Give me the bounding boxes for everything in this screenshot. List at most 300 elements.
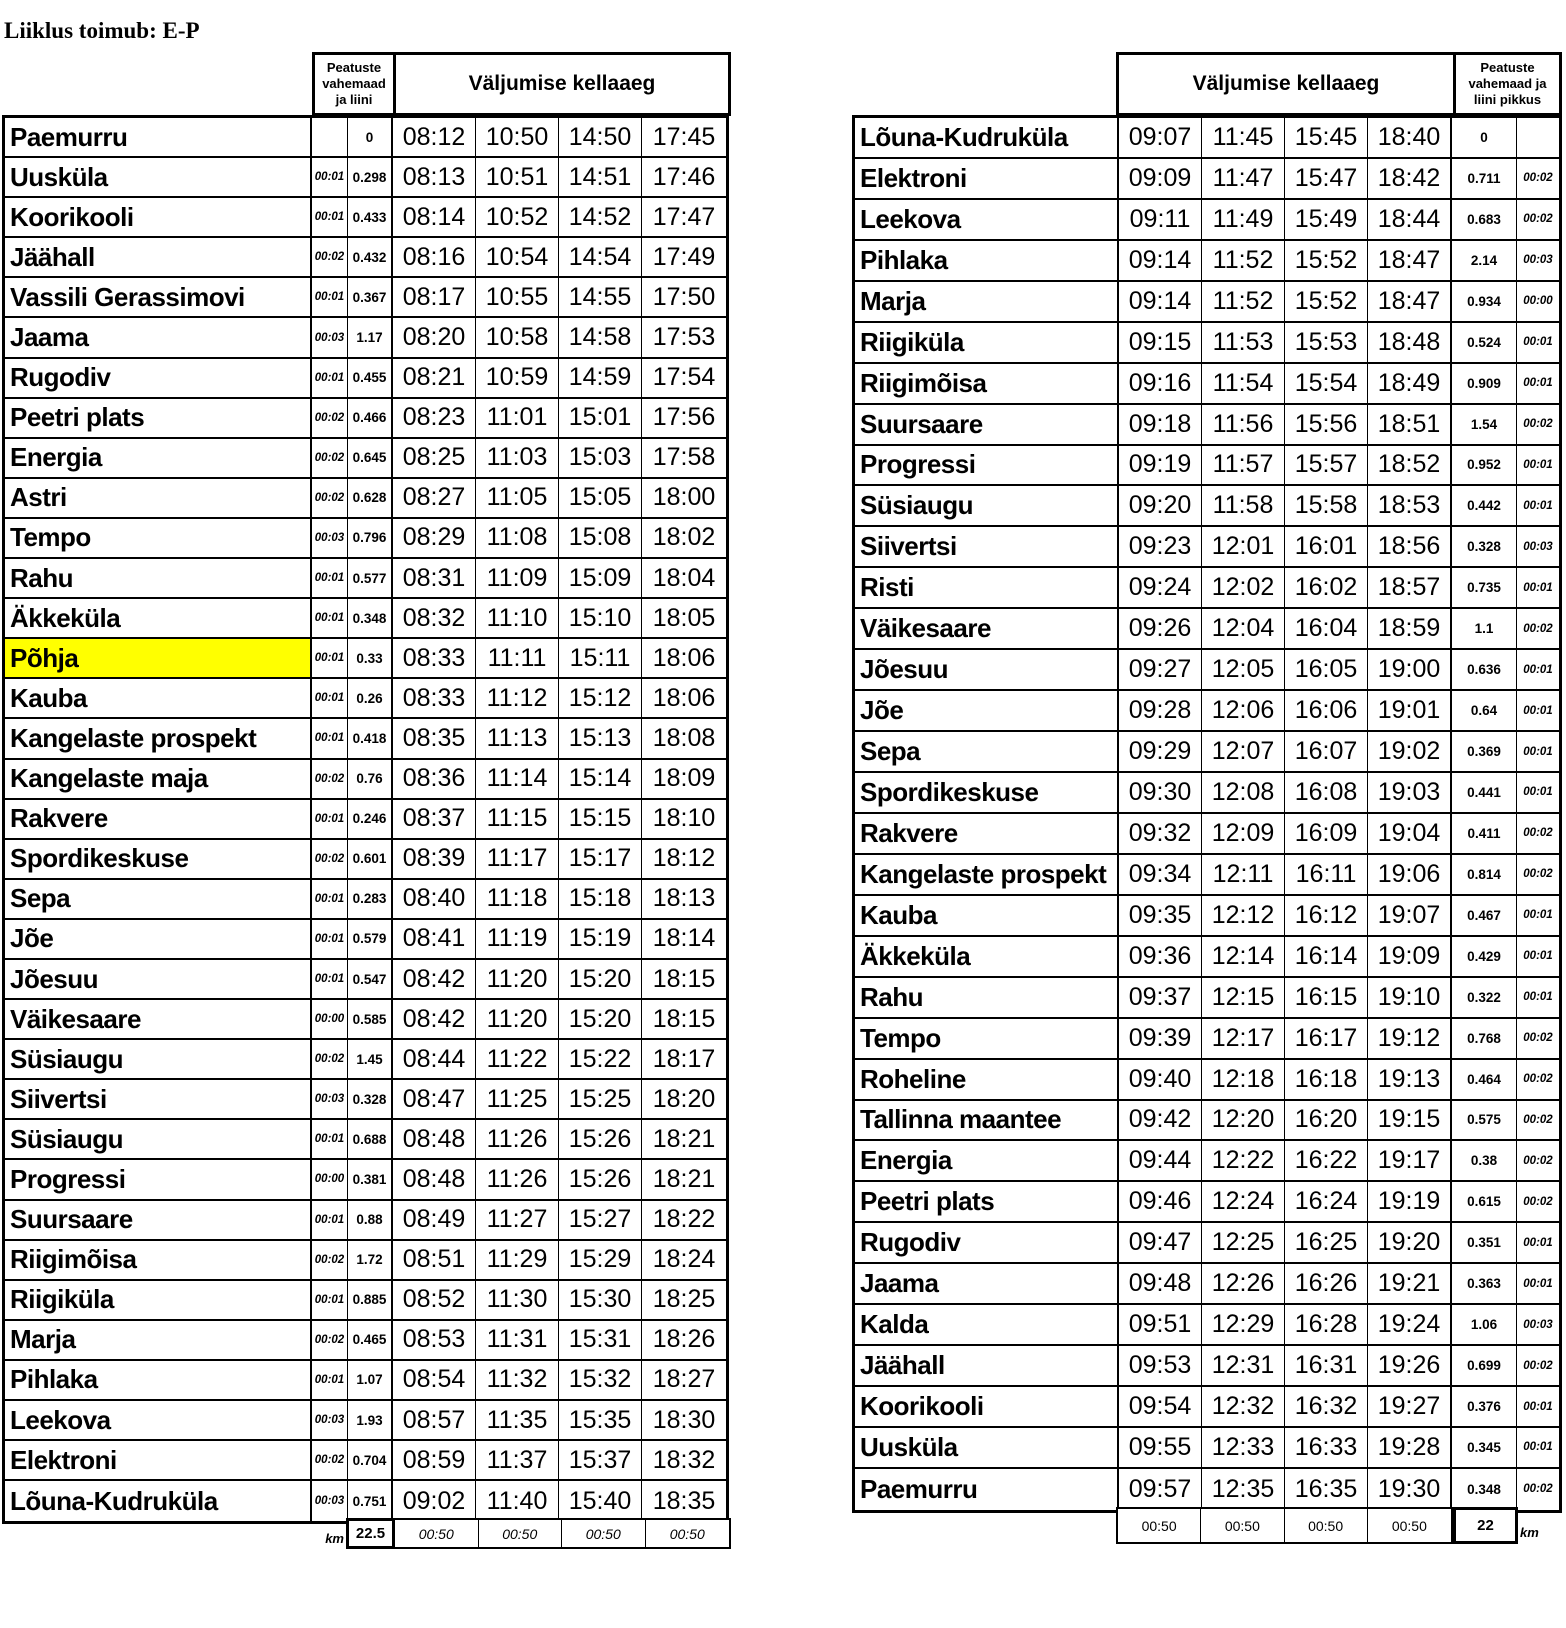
time-cell: 18:12 bbox=[642, 840, 726, 880]
stop-name-cell: Siivertsi bbox=[5, 1080, 312, 1120]
interval-cell: 00:01 bbox=[312, 359, 348, 399]
interval-cell: 00:02 bbox=[312, 1441, 348, 1481]
duration-cell: 00:50 bbox=[1201, 1509, 1284, 1542]
time-cell: 08:48 bbox=[393, 1160, 476, 1200]
time-cell: 12:20 bbox=[1202, 1101, 1285, 1142]
time-cell: 19:27 bbox=[1368, 1387, 1452, 1428]
stop-name-cell: Pihlaka bbox=[5, 1361, 312, 1401]
stop-name-cell: Äkkeküla bbox=[855, 937, 1119, 978]
time-cell: 16:14 bbox=[1285, 937, 1368, 978]
distance-cell: 0.466 bbox=[348, 399, 393, 439]
stop-name-cell: Spordikeskuse bbox=[855, 773, 1119, 814]
time-cell: 18:47 bbox=[1368, 282, 1452, 323]
interval-cell: 00:02 bbox=[312, 399, 348, 439]
time-cell: 09:28 bbox=[1119, 691, 1202, 732]
stop-name-cell: Jaama bbox=[5, 318, 312, 358]
interval-cell: 00:02 bbox=[1517, 609, 1559, 650]
time-cell: 19:04 bbox=[1368, 814, 1452, 855]
interval-cell: 00:01 bbox=[312, 1281, 348, 1321]
distance-cell: 0.601 bbox=[348, 840, 393, 880]
stop-name-cell: Rahu bbox=[855, 978, 1119, 1019]
right-header-distance: Peatuste vahemaad ja liini pikkus bbox=[1453, 52, 1562, 116]
distance-cell: 0.381 bbox=[348, 1160, 393, 1200]
time-cell: 11:19 bbox=[476, 920, 559, 960]
time-cell: 15:20 bbox=[559, 1000, 642, 1040]
time-cell: 09:02 bbox=[393, 1481, 476, 1521]
time-cell: 12:11 bbox=[1202, 855, 1285, 896]
stop-name-cell: Elektroni bbox=[5, 1441, 312, 1481]
time-cell: 16:35 bbox=[1285, 1469, 1368, 1510]
time-cell: 09:44 bbox=[1119, 1141, 1202, 1182]
time-cell: 19:02 bbox=[1368, 732, 1452, 773]
time-cell: 09:07 bbox=[1119, 118, 1202, 159]
interval-cell: 00:00 bbox=[312, 1160, 348, 1200]
time-cell: 14:51 bbox=[559, 158, 642, 198]
stop-name-cell: Süsiaugu bbox=[5, 1040, 312, 1080]
distance-cell: 0.441 bbox=[1452, 773, 1517, 814]
stop-name-cell: Koorikooli bbox=[855, 1387, 1119, 1428]
time-cell: 11:12 bbox=[476, 679, 559, 719]
time-cell: 15:11 bbox=[559, 639, 642, 679]
interval-cell: 00:00 bbox=[1517, 282, 1559, 323]
time-cell: 15:15 bbox=[559, 800, 642, 840]
time-cell: 19:28 bbox=[1368, 1428, 1452, 1469]
time-cell: 08:29 bbox=[393, 519, 476, 559]
time-cell: 08:42 bbox=[393, 1000, 476, 1040]
time-cell: 15:10 bbox=[559, 599, 642, 639]
time-cell: 19:24 bbox=[1368, 1305, 1452, 1346]
interval-cell: 00:01 bbox=[312, 559, 348, 599]
distance-cell: 0.636 bbox=[1452, 650, 1517, 691]
interval-cell: 00:02 bbox=[312, 1321, 348, 1361]
distance-cell: 0.524 bbox=[1452, 323, 1517, 364]
time-cell: 08:40 bbox=[393, 880, 476, 920]
interval-cell: 00:02 bbox=[312, 238, 348, 278]
time-cell: 17:53 bbox=[642, 318, 726, 358]
interval-cell: 00:02 bbox=[312, 1241, 348, 1281]
time-cell: 11:58 bbox=[1202, 486, 1285, 527]
time-cell: 16:33 bbox=[1285, 1428, 1368, 1469]
stop-name-cell: Sepa bbox=[5, 880, 312, 920]
time-cell: 08:12 bbox=[393, 118, 476, 158]
time-cell: 15:29 bbox=[559, 1241, 642, 1281]
stop-name-cell: Energia bbox=[5, 439, 312, 479]
interval-cell: 00:01 bbox=[1517, 732, 1559, 773]
stop-name-cell: Kangelaste prospekt bbox=[855, 855, 1119, 896]
stop-name-cell: Jäähall bbox=[5, 238, 312, 278]
interval-cell: 00:02 bbox=[1517, 855, 1559, 896]
time-cell: 08:41 bbox=[393, 920, 476, 960]
time-cell: 09:16 bbox=[1119, 364, 1202, 405]
interval-cell: 00:02 bbox=[312, 760, 348, 800]
time-cell: 10:52 bbox=[476, 198, 559, 238]
distance-cell: 1.54 bbox=[1452, 405, 1517, 446]
time-cell: 18:53 bbox=[1368, 486, 1452, 527]
time-cell: 09:34 bbox=[1119, 855, 1202, 896]
time-cell: 18:22 bbox=[642, 1201, 726, 1241]
time-cell: 15:37 bbox=[559, 1441, 642, 1481]
time-cell: 14:55 bbox=[559, 278, 642, 318]
time-cell: 08:42 bbox=[393, 960, 476, 1000]
time-cell: 18:06 bbox=[642, 639, 726, 679]
stop-name-cell: Lõuna-Kudruküla bbox=[5, 1481, 312, 1521]
time-cell: 09:23 bbox=[1119, 527, 1202, 568]
time-cell: 15:20 bbox=[559, 960, 642, 1000]
interval-cell: 00:02 bbox=[1517, 1346, 1559, 1387]
time-cell: 08:35 bbox=[393, 719, 476, 759]
distance-cell: 0.735 bbox=[1452, 568, 1517, 609]
distance-cell: 0.246 bbox=[348, 800, 393, 840]
interval-cell: 00:01 bbox=[1517, 364, 1559, 405]
time-cell: 12:32 bbox=[1202, 1387, 1285, 1428]
distance-cell: 0.429 bbox=[1452, 937, 1517, 978]
time-cell: 12:05 bbox=[1202, 650, 1285, 691]
distance-cell: 0.88 bbox=[348, 1201, 393, 1241]
stop-name-cell: Kauba bbox=[855, 896, 1119, 937]
interval-cell: 00:02 bbox=[312, 1040, 348, 1080]
time-cell: 19:01 bbox=[1368, 691, 1452, 732]
distance-cell: 0.575 bbox=[1452, 1101, 1517, 1142]
time-cell: 18:44 bbox=[1368, 200, 1452, 241]
time-cell: 18:09 bbox=[642, 760, 726, 800]
time-cell: 12:12 bbox=[1202, 896, 1285, 937]
interval-cell: 00:01 bbox=[312, 880, 348, 920]
time-cell: 11:14 bbox=[476, 760, 559, 800]
interval-cell: 00:03 bbox=[1517, 527, 1559, 568]
distance-cell: 0.328 bbox=[348, 1080, 393, 1120]
time-cell: 12:31 bbox=[1202, 1346, 1285, 1387]
left-trip-durations bbox=[393, 1518, 731, 1549]
interval-cell: 00:01 bbox=[1517, 486, 1559, 527]
time-cell: 12:26 bbox=[1202, 1264, 1285, 1305]
time-cell: 12:24 bbox=[1202, 1182, 1285, 1223]
time-cell: 11:18 bbox=[476, 880, 559, 920]
time-cell: 10:51 bbox=[476, 158, 559, 198]
time-cell: 11:35 bbox=[476, 1401, 559, 1441]
time-cell: 08:33 bbox=[393, 679, 476, 719]
time-cell: 15:19 bbox=[559, 920, 642, 960]
left-header-distance: Peatuste vahemaad ja liini bbox=[312, 52, 396, 116]
interval-cell: 00:01 bbox=[1517, 896, 1559, 937]
time-cell: 19:07 bbox=[1368, 896, 1452, 937]
distance-cell: 1.06 bbox=[1452, 1305, 1517, 1346]
interval-cell: 00:01 bbox=[1517, 773, 1559, 814]
stop-name-cell: Jõesuu bbox=[5, 960, 312, 1000]
stop-name-cell: Äkkeküla bbox=[5, 599, 312, 639]
time-cell: 09:14 bbox=[1119, 282, 1202, 323]
duration-cell: 00:50 bbox=[562, 1520, 646, 1547]
time-cell: 11:32 bbox=[476, 1361, 559, 1401]
time-cell: 11:10 bbox=[476, 599, 559, 639]
time-cell: 11:52 bbox=[1202, 282, 1285, 323]
time-cell: 11:20 bbox=[476, 960, 559, 1000]
stop-name-cell: Progressi bbox=[5, 1160, 312, 1200]
time-cell: 08:51 bbox=[393, 1241, 476, 1281]
time-cell: 15:22 bbox=[559, 1040, 642, 1080]
stop-name-cell: Progressi bbox=[855, 446, 1119, 487]
interval-cell: 00:03 bbox=[312, 1481, 348, 1521]
time-cell: 11:45 bbox=[1202, 118, 1285, 159]
time-cell: 08:53 bbox=[393, 1321, 476, 1361]
time-cell: 17:49 bbox=[642, 238, 726, 278]
interval-cell: 00:02 bbox=[1517, 1182, 1559, 1223]
duration-cell: 00:50 bbox=[1285, 1509, 1368, 1542]
time-cell: 15:03 bbox=[559, 439, 642, 479]
time-cell: 18:02 bbox=[642, 519, 726, 559]
distance-cell: 0.345 bbox=[1452, 1428, 1517, 1469]
time-cell: 15:49 bbox=[1285, 200, 1368, 241]
time-cell: 18:30 bbox=[642, 1401, 726, 1441]
distance-cell: 0.615 bbox=[1452, 1182, 1517, 1223]
stop-name-cell: Jõe bbox=[855, 691, 1119, 732]
time-cell: 09:46 bbox=[1119, 1182, 1202, 1223]
time-cell: 08:23 bbox=[393, 399, 476, 439]
stop-name-cell: Spordikeskuse bbox=[5, 840, 312, 880]
distance-cell: 0.26 bbox=[348, 679, 393, 719]
time-cell: 12:09 bbox=[1202, 814, 1285, 855]
time-cell: 09:11 bbox=[1119, 200, 1202, 241]
stop-name-cell: Tallinna maantee bbox=[855, 1101, 1119, 1142]
time-cell: 17:56 bbox=[642, 399, 726, 439]
interval-cell: 00:01 bbox=[1517, 650, 1559, 691]
time-cell: 19:30 bbox=[1368, 1469, 1452, 1510]
time-cell: 09:42 bbox=[1119, 1101, 1202, 1142]
time-cell: 18:35 bbox=[652, 1486, 716, 1515]
time-cell: 17:54 bbox=[642, 359, 726, 399]
stop-name-cell: Energia bbox=[855, 1141, 1119, 1182]
time-cell: 12:33 bbox=[1202, 1428, 1285, 1469]
distance-cell: 0.465 bbox=[348, 1321, 393, 1361]
stop-name-cell: Väikesaare bbox=[855, 609, 1119, 650]
stop-name-cell: Elektroni bbox=[855, 159, 1119, 200]
stop-name-cell: Väikesaare bbox=[5, 1000, 312, 1040]
distance-cell: 0.547 bbox=[348, 960, 393, 1000]
time-cell: 15:27 bbox=[559, 1201, 642, 1241]
distance-cell: 0.751 bbox=[348, 1481, 393, 1521]
stop-name-cell: Koorikooli bbox=[5, 198, 312, 238]
time-cell: 11:09 bbox=[476, 559, 559, 599]
time-cell: 15:09 bbox=[559, 559, 642, 599]
page-title: Liiklus toimub: E-P bbox=[4, 18, 200, 43]
time-cell: 16:26 bbox=[1285, 1264, 1368, 1305]
time-cell: 15:13 bbox=[559, 719, 642, 759]
time-cell: 17:58 bbox=[642, 439, 726, 479]
time-cell: 16:22 bbox=[1285, 1141, 1368, 1182]
stop-name-cell: Kangelaste maja bbox=[5, 760, 312, 800]
time-cell: 09:14 bbox=[1119, 241, 1202, 282]
interval-cell: 00:02 bbox=[1523, 1483, 1553, 1496]
stop-name-cell: Risti bbox=[855, 568, 1119, 609]
time-cell: 10:50 bbox=[476, 118, 559, 158]
time-cell: 11:47 bbox=[1202, 159, 1285, 200]
time-cell: 09:32 bbox=[1119, 814, 1202, 855]
distance-cell: 0.885 bbox=[348, 1281, 393, 1321]
time-cell: 10:59 bbox=[476, 359, 559, 399]
time-cell: 09:55 bbox=[1119, 1428, 1202, 1469]
distance-cell: 0.688 bbox=[348, 1120, 393, 1160]
time-cell: 08:33 bbox=[393, 639, 476, 679]
distance-cell: 0.33 bbox=[348, 639, 393, 679]
time-cell: 12:06 bbox=[1202, 691, 1285, 732]
time-cell: 16:17 bbox=[1285, 1019, 1368, 1060]
stop-name-cell: Tempo bbox=[855, 1019, 1119, 1060]
time-cell: 08:21 bbox=[393, 359, 476, 399]
time-cell: 19:13 bbox=[1368, 1060, 1452, 1101]
time-cell: 12:35 bbox=[1202, 1469, 1285, 1510]
time-cell: 16:12 bbox=[1285, 896, 1368, 937]
duration-cell: 00:50 bbox=[669, 1525, 705, 1542]
time-cell: 11:22 bbox=[476, 1040, 559, 1080]
time-cell: 15:01 bbox=[559, 399, 642, 439]
distance-cell: 0.348 bbox=[348, 599, 393, 639]
time-cell: 18:15 bbox=[642, 1000, 726, 1040]
time-cell: 19:15 bbox=[1368, 1101, 1452, 1142]
time-cell: 12:07 bbox=[1202, 732, 1285, 773]
distance-cell: 1.17 bbox=[348, 318, 393, 358]
interval-cell: 00:01 bbox=[312, 800, 348, 840]
time-cell: 16:04 bbox=[1285, 609, 1368, 650]
time-cell: 10:54 bbox=[476, 238, 559, 278]
time-cell: 18:32 bbox=[642, 1441, 726, 1481]
right-trip-durations bbox=[1116, 1507, 1453, 1544]
time-cell: 15:47 bbox=[1285, 159, 1368, 200]
time-cell: 18:27 bbox=[642, 1361, 726, 1401]
time-cell: 08:14 bbox=[393, 198, 476, 238]
time-cell: 09:09 bbox=[1119, 159, 1202, 200]
distance-cell: 0.64 bbox=[1452, 691, 1517, 732]
interval-cell: 00:02 bbox=[312, 439, 348, 479]
time-cell: 16:20 bbox=[1285, 1101, 1368, 1142]
time-cell: 11:52 bbox=[1202, 241, 1285, 282]
interval-cell: 00:01 bbox=[312, 1120, 348, 1160]
time-cell: 19:12 bbox=[1368, 1019, 1452, 1060]
time-cell: 08:32 bbox=[393, 599, 476, 639]
stop-name-cell: Leekova bbox=[5, 1401, 312, 1441]
time-cell: 16:25 bbox=[1285, 1223, 1368, 1264]
time-cell: 16:06 bbox=[1285, 691, 1368, 732]
time-cell: 15:52 bbox=[1285, 241, 1368, 282]
time-cell: 08:27 bbox=[393, 479, 476, 519]
interval-cell: 00:03 bbox=[312, 1080, 348, 1120]
interval-cell: 00:01 bbox=[312, 198, 348, 238]
time-cell: 09:48 bbox=[1119, 1264, 1202, 1305]
stop-name-cell: Paemurru bbox=[855, 1469, 1119, 1510]
time-cell: 11:03 bbox=[476, 439, 559, 479]
interval-cell: 00:02 bbox=[1517, 1101, 1559, 1142]
time-cell: 18:47 bbox=[1368, 241, 1452, 282]
time-cell: 11:25 bbox=[476, 1080, 559, 1120]
time-cell: 17:47 bbox=[642, 198, 726, 238]
time-cell: 19:09 bbox=[1368, 937, 1452, 978]
stop-name-cell: Vassili Gerassimovi bbox=[5, 278, 312, 318]
time-cell: 11:30 bbox=[476, 1281, 559, 1321]
interval-cell: 00:01 bbox=[1517, 691, 1559, 732]
time-cell: 18:59 bbox=[1368, 609, 1452, 650]
distance-cell: 0.38 bbox=[1452, 1141, 1517, 1182]
time-cell: 12:14 bbox=[1202, 937, 1285, 978]
timetable-return bbox=[852, 115, 1562, 1513]
stop-name-cell: Marja bbox=[855, 282, 1119, 323]
stop-name-cell: Uusküla bbox=[855, 1428, 1119, 1469]
time-cell: 15:26 bbox=[559, 1120, 642, 1160]
time-cell: 17:46 bbox=[642, 158, 726, 198]
time-cell: 11:15 bbox=[476, 800, 559, 840]
time-cell: 11:11 bbox=[476, 639, 559, 679]
time-cell: 11:05 bbox=[476, 479, 559, 519]
stop-name-cell: Peetri plats bbox=[855, 1182, 1119, 1223]
time-cell: 11:13 bbox=[476, 719, 559, 759]
time-cell: 15:52 bbox=[1285, 282, 1368, 323]
interval-cell: 00:00 bbox=[312, 1000, 348, 1040]
stop-name-cell: Kauba bbox=[5, 679, 312, 719]
distance-cell: 0.577 bbox=[348, 559, 393, 599]
time-cell: 19:26 bbox=[1368, 1346, 1452, 1387]
time-cell: 09:26 bbox=[1119, 609, 1202, 650]
time-cell: 18:26 bbox=[642, 1321, 726, 1361]
time-cell: 15:17 bbox=[559, 840, 642, 880]
time-cell: 10:58 bbox=[476, 318, 559, 358]
interval-cell: 00:01 bbox=[312, 1361, 348, 1401]
distance-cell: 0.367 bbox=[348, 278, 393, 318]
distance-cell: 0.464 bbox=[1452, 1060, 1517, 1101]
time-cell: 09:27 bbox=[1119, 650, 1202, 691]
time-cell: 18:49 bbox=[1368, 364, 1452, 405]
time-cell: 11:53 bbox=[1202, 323, 1285, 364]
time-cell: 08:31 bbox=[393, 559, 476, 599]
time-cell: 18:51 bbox=[1368, 405, 1452, 446]
time-cell: 18:05 bbox=[642, 599, 726, 639]
time-cell: 15:40 bbox=[559, 1481, 642, 1521]
stop-name-cell: Astri bbox=[5, 479, 312, 519]
duration-cell: 00:50 bbox=[1391, 1517, 1427, 1534]
time-cell: 19:00 bbox=[1368, 650, 1452, 691]
stop-name-cell: Põhja bbox=[5, 639, 312, 679]
time-cell: 14:54 bbox=[559, 238, 642, 278]
distance-cell: 0.455 bbox=[348, 359, 393, 399]
time-cell: 16:01 bbox=[1285, 527, 1368, 568]
time-cell: 09:54 bbox=[1119, 1387, 1202, 1428]
time-cell: 11:40 bbox=[476, 1481, 559, 1521]
time-cell: 08:49 bbox=[393, 1201, 476, 1241]
time-cell: 08:13 bbox=[393, 158, 476, 198]
time-cell: 19:19 bbox=[1368, 1182, 1452, 1223]
interval-cell: 00:01 bbox=[1517, 1223, 1559, 1264]
time-cell: 10:55 bbox=[476, 278, 559, 318]
time-cell: 12:01 bbox=[1202, 527, 1285, 568]
time-cell: 12:25 bbox=[1202, 1223, 1285, 1264]
distance-cell: 0.814 bbox=[1452, 855, 1517, 896]
stop-name-cell: Riigimõisa bbox=[5, 1241, 312, 1281]
time-cell: 11:57 bbox=[1202, 446, 1285, 487]
time-cell: 08:37 bbox=[393, 800, 476, 840]
time-cell: 16:11 bbox=[1285, 855, 1368, 896]
stop-name-cell: Siivertsi bbox=[855, 527, 1119, 568]
interval-cell: 00:03 bbox=[312, 519, 348, 559]
time-cell: 15:32 bbox=[559, 1361, 642, 1401]
stop-name-cell: Uusküla bbox=[5, 158, 312, 198]
time-cell: 08:47 bbox=[393, 1080, 476, 1120]
distance-cell: 0.585 bbox=[348, 1000, 393, 1040]
time-cell: 19:06 bbox=[1368, 855, 1452, 896]
interval-cell: 00:03 bbox=[312, 1401, 348, 1441]
time-cell: 15:57 bbox=[1285, 446, 1368, 487]
time-cell: 16:09 bbox=[1285, 814, 1368, 855]
stop-name-cell: Marja bbox=[5, 1321, 312, 1361]
time-cell: 14:52 bbox=[559, 198, 642, 238]
stop-name-cell: Süsiaugu bbox=[5, 1120, 312, 1160]
interval-cell: 00:01 bbox=[1517, 1428, 1559, 1469]
time-cell: 19:10 bbox=[1368, 978, 1452, 1019]
